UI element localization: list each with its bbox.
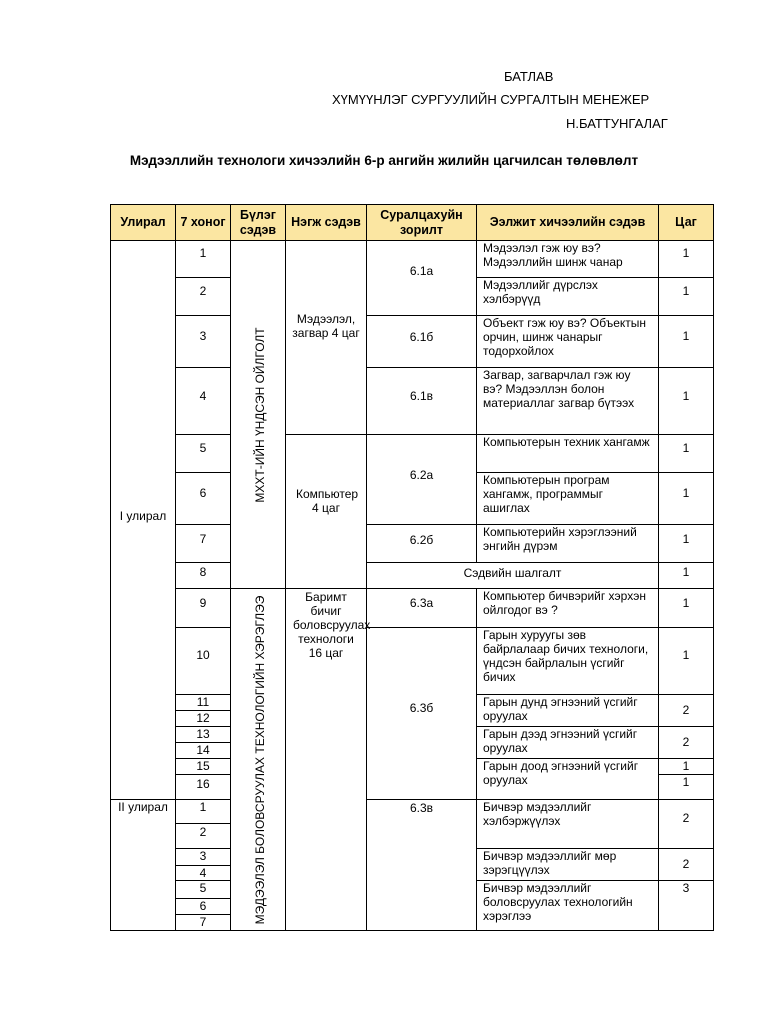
week-cell: 2 [175, 823, 231, 849]
week-cell: 3 [175, 315, 231, 368]
lesson-topic-cell: Бичвэр мэдээллийг боловсруулах технологийн хэрэглээ [476, 880, 659, 931]
hours-cell: 1 [658, 774, 714, 800]
hours-cell: 2 [658, 848, 714, 881]
hours-cell: 1 [658, 524, 714, 563]
hours-cell: 1 [658, 315, 714, 368]
hours-cell: 1 [658, 367, 714, 435]
unit-cell: Компьютер 4 цаг [285, 434, 367, 589]
header-term: Улирал [110, 204, 176, 241]
week-cell: 4 [175, 865, 231, 881]
week-cell: 1 [175, 799, 231, 824]
unit-cell: Баримт бичиг боловсруулах технологи 16 цаг [285, 588, 367, 931]
week-cell: 11 [175, 694, 231, 711]
week-cell: 5 [175, 880, 231, 899]
goal-cell: 6.2а [366, 434, 477, 525]
goal-cell: 6.1б [366, 315, 477, 368]
lesson-topic-cell: Компьютерын програм хангамж, программыг ашиглах [476, 472, 659, 525]
unit-cell: Мэдээлэл, загвар 4 цаг [285, 240, 367, 435]
lesson-topic-cell: Гарын доод эгнээний үсгийг оруулах [476, 758, 659, 800]
week-cell: 15 [175, 758, 231, 775]
hours-cell: 1 [658, 434, 714, 473]
lesson-topic-cell: Мэдээллийг дүрслэх хэлбэрүүд [476, 277, 659, 316]
term-1-cell: I улирал [110, 240, 176, 800]
chapter-2-cell [230, 588, 286, 931]
week-cell: 13 [175, 726, 231, 743]
lesson-topic-cell: Объект гэж юу вэ? Объектын орчин, шинж чанарыг тодорхойлох [476, 315, 659, 368]
hours-cell: 2 [658, 726, 714, 759]
lesson-topic-cell: Компьютерийн хэрэглээний энгийн дүрэм [476, 524, 659, 563]
week-cell: 5 [175, 434, 231, 473]
document-title: Мэдээллийн технологи хичээлийн 6-р ангийн жилийн цагчилсан төлөвлөлт [129, 153, 639, 168]
header-week: 7 хоног [175, 204, 231, 241]
hours-cell: 2 [658, 694, 714, 727]
header-topic: Ээлжит хичээлийн сэдэв [476, 204, 659, 241]
lesson-topic-cell: Гарын дээд эгнээний үсгийг оруулах [476, 726, 659, 759]
hours-cell: 1 [658, 472, 714, 525]
approver-position: ХҮМҮҮНЛЭГ СУРГУУЛИЙН СУРГАЛТЫН МЕНЕЖЕР [332, 92, 650, 107]
week-cell: 6 [175, 472, 231, 525]
week-cell: 1 [175, 240, 231, 278]
week-cell: 9 [175, 588, 231, 628]
goal-cell: 6.3б [366, 627, 477, 800]
lesson-topic-cell: Бичвэр мэдээллийг мөр зэрэгцүүлэх [476, 848, 659, 881]
header-goal: Суралцахуйн зорилт [366, 204, 477, 241]
week-cell: 8 [175, 562, 231, 589]
header-unit: Нэгж сэдэв [285, 204, 367, 241]
goal-cell: 6.2б [366, 524, 477, 563]
week-cell: 14 [175, 742, 231, 759]
week-cell: 12 [175, 710, 231, 727]
hours-cell: 1 [658, 627, 714, 695]
header-hours: Цаг [658, 204, 714, 241]
lesson-topic-cell: Загвар, загварчлал гэж юу вэ? Мэдээллэн болон материаллаг загвар бүтээх [476, 367, 659, 435]
chapter-label: МЭДЭЭЛЭЛ БОЛОВСРУУЛАХ ТЕХНОЛОГИЙН ХЭРЭГЛЭЭ [252, 595, 267, 925]
lesson-topic-cell: Компьютерын техник хангамж [476, 434, 659, 473]
hours-cell: 1 [658, 562, 714, 589]
lesson-topic-cell: Мэдээлэл гэж юу вэ? Мэдээллийн шинж чанар [476, 240, 659, 278]
goal-cell: 6.1в [366, 367, 477, 435]
hours-cell: 3 [658, 880, 714, 931]
approver-name: Н.БАТТУНГАЛАГ [566, 116, 668, 131]
header-chapter: Бүлэг сэдэв [230, 204, 286, 241]
week-cell: 2 [175, 277, 231, 316]
lesson-topic-cell: Гарын дунд эгнээний үсгийг оруулах [476, 694, 659, 727]
week-cell: 16 [175, 774, 231, 800]
term-2-cell: II улирал [110, 799, 176, 931]
lesson-topic-cell: Гарын хуруугы зөв байрлалаар бичих технологи, үндсэн байрлалын үсгийг бичих [476, 627, 659, 695]
hours-cell: 2 [658, 799, 714, 849]
assessment-cell: Сэдвийн шалгалт [366, 562, 659, 589]
goal-cell: 6.3в [366, 799, 477, 931]
week-cell: 10 [175, 627, 231, 695]
week-cell: 7 [175, 914, 231, 931]
week-cell: 3 [175, 848, 231, 866]
hours-cell: 1 [658, 277, 714, 316]
chapter-label: МХХТ-ИЙН ҮНДСЭН ОЙЛГОЛТ [252, 327, 267, 503]
week-cell: 6 [175, 898, 231, 915]
approve-label: БАТЛАВ [504, 69, 554, 84]
week-cell: 4 [175, 367, 231, 435]
hours-cell: 1 [658, 758, 714, 775]
week-cell: 7 [175, 524, 231, 563]
hours-cell: 1 [658, 588, 714, 628]
lesson-topic-cell: Компьютер бичвэрийг хэрхэн ойлгодог вэ ? [476, 588, 659, 628]
chapter-1-cell [230, 240, 286, 589]
goal-cell: 6.1а [366, 240, 477, 316]
goal-cell: 6.3а [366, 588, 477, 628]
hours-cell: 1 [658, 240, 714, 278]
lesson-topic-cell: Бичвэр мэдээллийг хэлбэржүүлэх [476, 799, 659, 849]
